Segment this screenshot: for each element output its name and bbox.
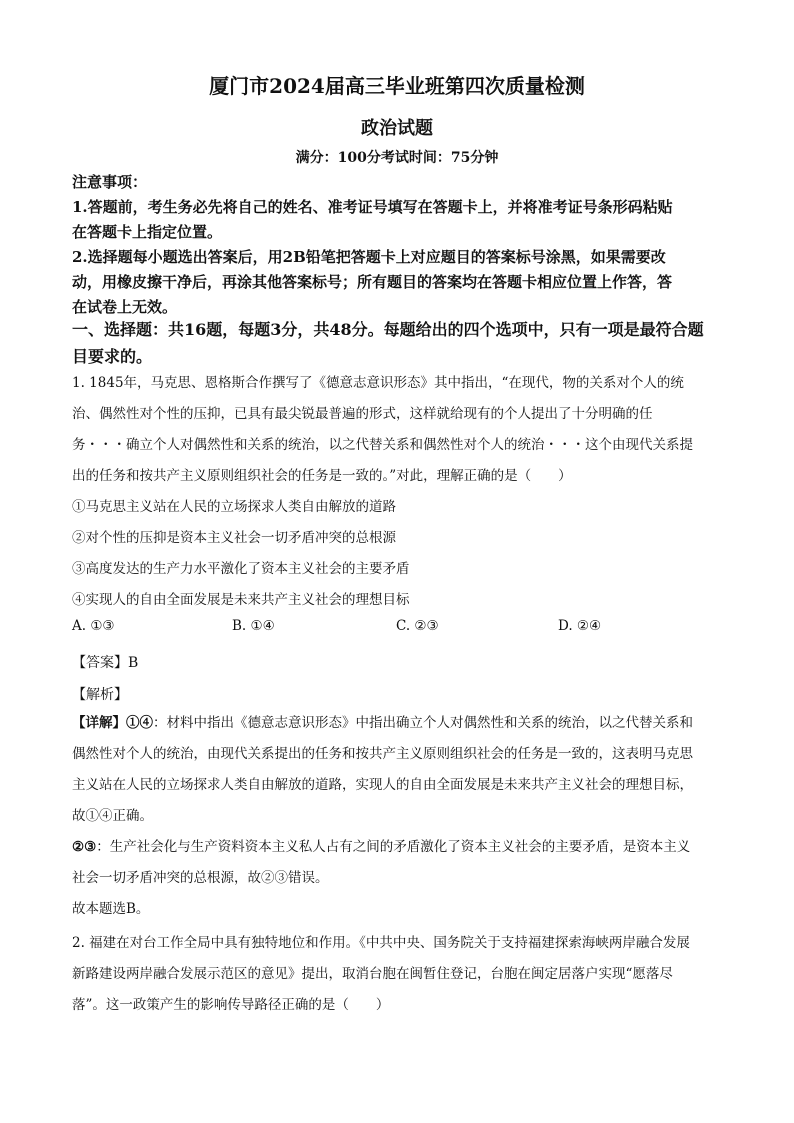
detail-marker-1: ①④ [126, 715, 153, 731]
notice-item-1-line-1: 1.答题前，考生务必先将自己的姓名、准考证号填写在答题卡上，并将准考证号条形码粘贴 [72, 198, 673, 216]
q1-stem-line-1: 1. 1845年，马克思、恩格斯合作撰写了《德意志意识形态》其中指出，“在现代，物的关系对个人的统 [72, 375, 684, 391]
q1-option-b: B. ①④ [232, 618, 275, 634]
section-1-heading-line-2: 目要求的。 [72, 347, 153, 366]
q1-detail-line-2: 偶然性对个人的统治，由现代关系提出的任务和按共产主义原则组织社会的任务是一致的，这表明马克思 [72, 746, 693, 762]
detail-marker-2: ②③ [72, 839, 97, 855]
section-1-heading [72, 316, 724, 370]
q1-detail-line-6: 社会一切矛盾冲突的总根源，故②③错误。 [72, 870, 329, 886]
detail-tag: 【详解】 [72, 715, 126, 731]
q1-detail-line-1 [72, 708, 724, 739]
detail-text-5: ：生产社会化与生产资料资本主义私人占有之间的矛盾激化了资本主义社会的主要矛盾，是资本主义 [96, 839, 691, 855]
notice-item-1-line-2: 在答题卡上指定位置。 [72, 223, 223, 241]
q1-stem-line-2: 治、偶然性对个性的压抑，已具有最尖锐最普遍的形式，这样就给现有的个人提出了十分明确的任 [72, 406, 653, 422]
subject-title: 政治试题 [361, 118, 433, 139]
question-2-stem [72, 928, 724, 1021]
question-1-stem [72, 368, 724, 616]
section-1-heading-line-1: 一、选择题：共16题，每题3分，共48分。每题给出的四个选项中，只有一项是最符合题 [72, 320, 704, 339]
notice-item-2-line-1: 2.选择题每小题选出答案后，用2B铅笔把答题卡上对应题目的答案标号涂黑，如果需要改 [72, 248, 666, 266]
q2-stem-line-2: 新路建设两岸融合发展示范区的意见》提出，取消台胞在闽暂住登记，台胞在闽定居落户实现“愿落尽 [72, 966, 673, 982]
q1-option-d: D. ②④ [558, 618, 602, 634]
q1-stem-line-4: 出的任务和按共产主义原则组织社会的任务是一致的。”对此，理解正确的是（ ） [72, 468, 572, 484]
notice-heading: 注意事项： [72, 173, 148, 191]
q1-detail-line-4: 故①④正确。 [72, 808, 153, 824]
score-time-line: 满分：100分考试时间：75分钟 [295, 150, 499, 166]
q1-option-a: A. ①③ [72, 618, 115, 634]
q2-stem-line-1: 2. 福建在对台工作全局中具有独特地位和作用。《中共中央、国务院关于支持福建探索海峡两岸融合发展 [72, 935, 690, 951]
q1-options [72, 618, 724, 644]
q1-stem-line-3: 务・・・确立个人对偶然性和关系的统治，以之代替关系和偶然性对个人的统治・・・这个由现代关系提 [72, 437, 693, 453]
detail-text-1: ：材料中指出《德意志意识形态》中指出确立个人对偶然性和关系的统治，以之代替关系和 [153, 715, 693, 731]
q1-detail [72, 708, 724, 925]
q1-analysis-label: 【解析】 [72, 687, 128, 703]
q1-detail-line-3: 主义站在人民的立场探求人类自由解放的道路，实现人的自由全面发展是未来共产主义社会的理想目标， [72, 777, 693, 793]
notice-block [72, 170, 724, 320]
q1-statement-3: ③高度发达的生产力水平激化了资本主义社会的主要矛盾 [72, 561, 410, 577]
q1-statement-1: ①马克思主义站在人民的立场探求人类自由解放的道路 [72, 499, 396, 515]
q1-option-c: C. ②③ [396, 618, 439, 634]
q2-stem-line-3: 落”。这一政策产生的影响传导路径正确的是（ ） [72, 997, 390, 1013]
q1-statement-2: ②对个性的压抑是资本主义社会一切矛盾冲突的总根源 [72, 530, 396, 546]
q1-answer: 【答案】B [72, 655, 139, 671]
exam-title: 厦门市2024届高三毕业班第四次质量检测 [209, 74, 585, 98]
notice-item-2-line-3: 在试卷上无效。 [72, 298, 178, 316]
q1-conclusion: 故本题选B。 [72, 901, 150, 917]
q1-statement-4: ④实现人的自由全面发展是未来共产主义社会的理想目标 [72, 592, 410, 608]
notice-item-2-line-2: 动，用橡皮擦干净后，再涂其他答案标号；所有题目的答案均在答题卡相应位置上作答，答 [72, 273, 673, 291]
q1-detail-line-5 [72, 832, 724, 863]
